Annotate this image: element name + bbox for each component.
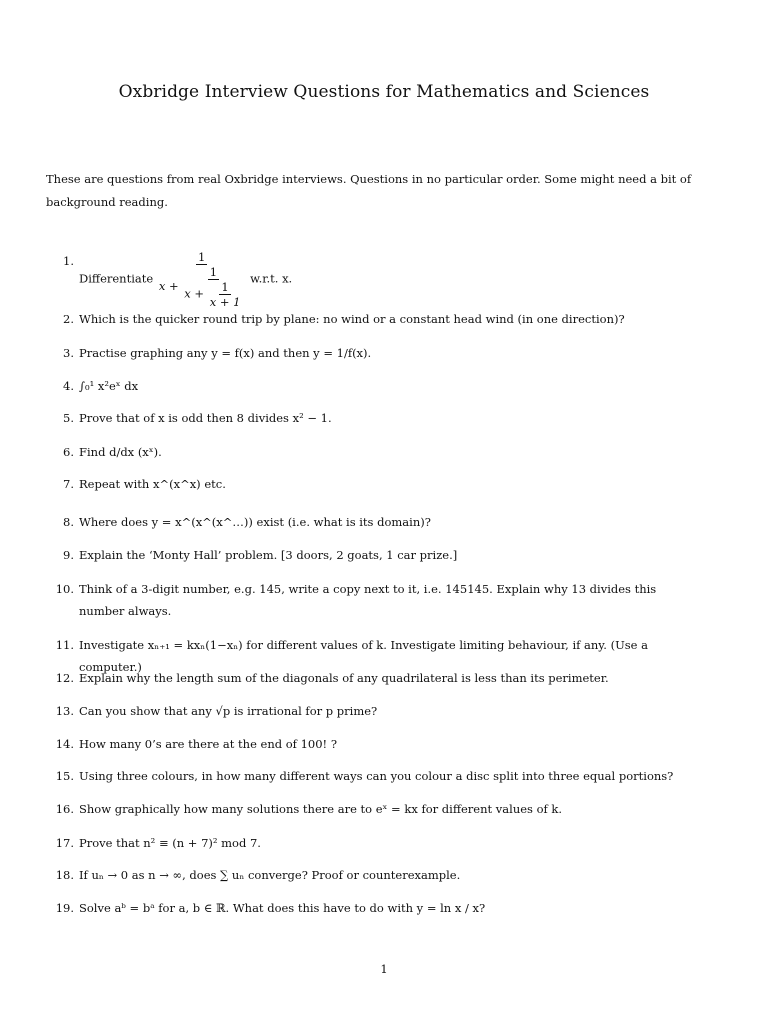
page-number: 1: [380, 962, 388, 976]
document-title: Oxbridge Interview Questions for Mathematics and Sciences: [118, 82, 650, 102]
intro-paragraph: These are questions from real Oxbridge interviews. Questions in no particular order. Some might need a bit of background reading.: [46, 172, 692, 209]
